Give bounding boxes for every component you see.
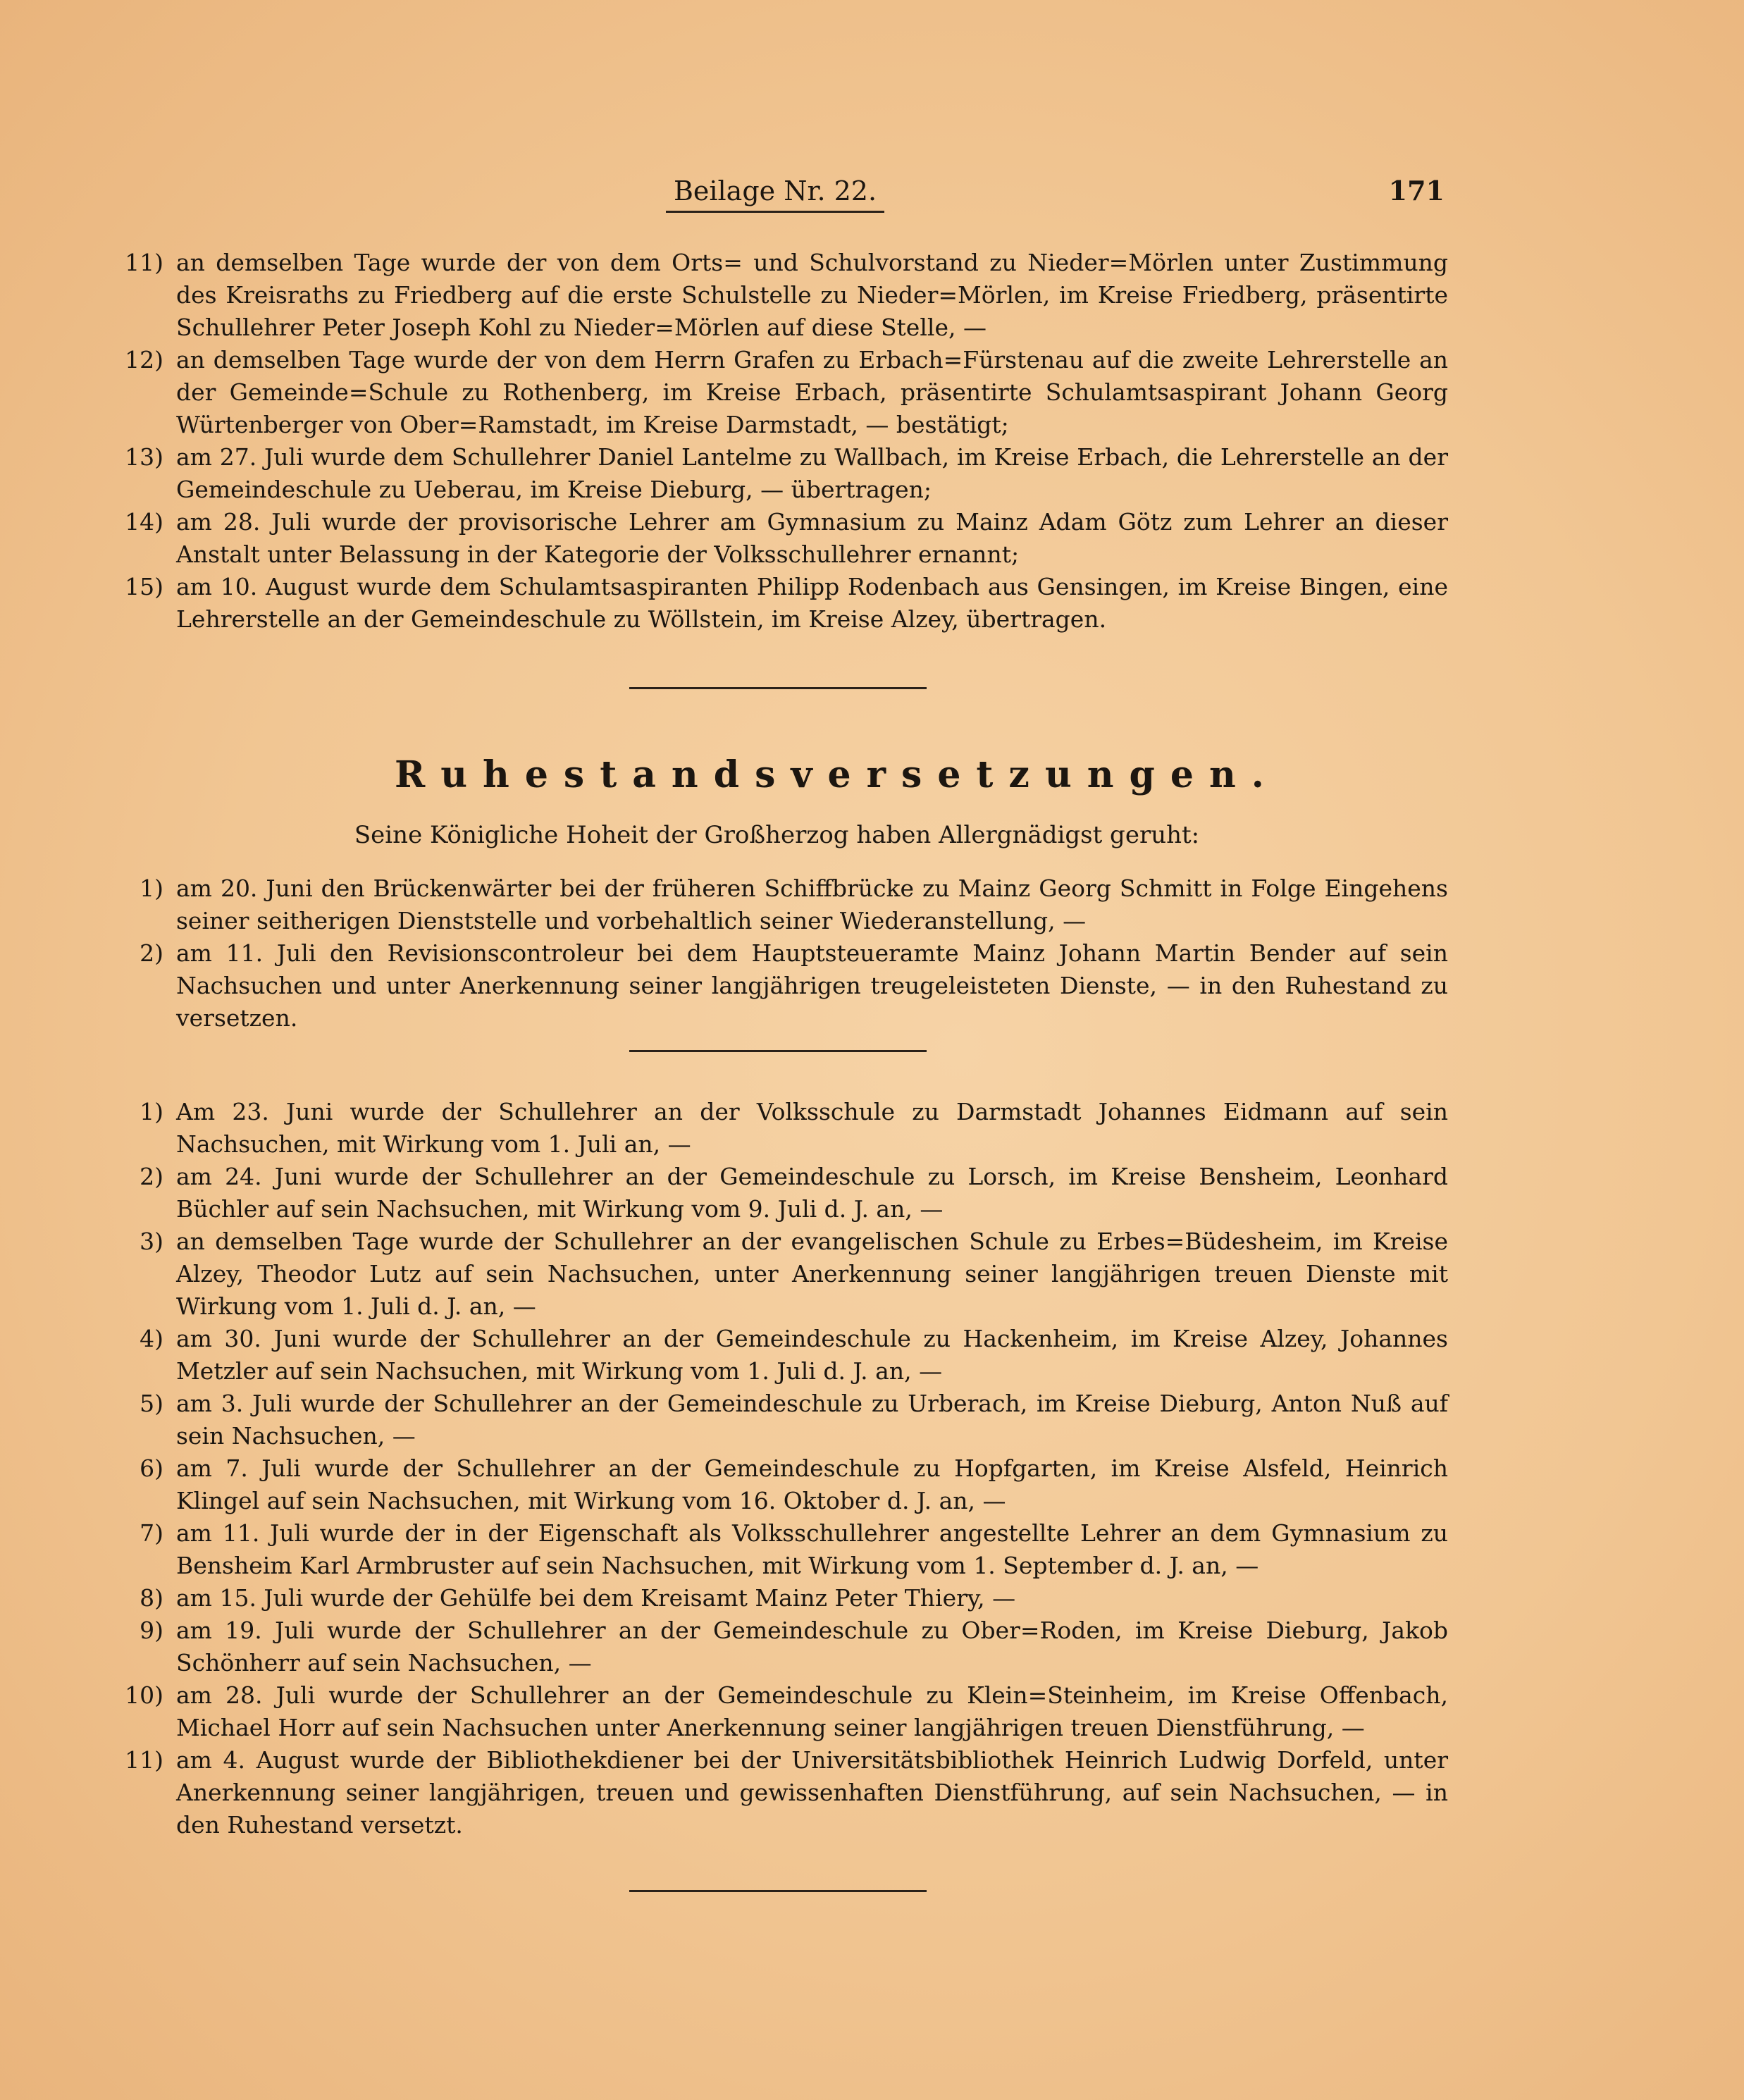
list-item [106,872,1448,937]
list-item [106,247,1448,344]
item-text: am 19. Juli wurde der Schullehrer an der Gemeindeschule zu Ober=Roden, im Kreise Dieburg, Jakob Schönherr auf sein Nachsuchen, — [176,1617,1448,1676]
section-title: Ruhestandsversetzungen. [395,753,1280,796]
item-number: 4) [140,1325,163,1352]
item-number: 2) [140,939,163,967]
list-item [106,1225,1448,1323]
list-item [106,1744,1448,1841]
item-text: am 10. August wurde dem Schulamtsaspiranten Philipp Rodenbach aus Gensingen, im Kreise Bingen, eine Lehrerstelle an der Gemeindeschule zu Wöllstein, im Kreise Alzey, übertragen. [176,573,1448,633]
item-text: am 28. Juli wurde der Schullehrer an der Gemeindeschule zu Klein=Steinheim, im Kreise Offenbach, Michael Horr auf sein Nachsuchen unter Anerkennung seiner langjährigen treuen Dienstführung, — [176,1681,1448,1741]
item-number: 2) [140,1163,163,1190]
item-number: 12) [125,346,163,373]
list-item [106,1517,1448,1582]
grand-duke-retirements-list [106,872,1448,1034]
item-text: am 27. Juli wurde dem Schullehrer Daniel Lantelme zu Wallbach, im Kreise Erbach, die Lehrerstelle an der Gemeindeschule zu Ueberau, im Kreise Dieburg, — übertragen; [176,443,1448,503]
item-number: 6) [140,1454,163,1482]
list-item [106,1679,1448,1744]
item-text: am 4. August wurde der Bibliothekdiener bei der Universitätsbibliothek Heinrich Ludwig Dorfeld, unter Anerkennung seiner langjährigen, treuen und gewissenhaften Dienstführung, auf sein Nachsuchen, — in den Ruhestand versetzt. [176,1746,1448,1839]
item-number: 11) [125,1746,163,1774]
list-item [106,571,1448,636]
item-number: 10) [125,1681,163,1709]
page-number: 171 [1388,175,1445,206]
end-divider [629,1890,927,1892]
item-text: am 20. Juni den Brückenwärter bei der früheren Schiffbrücke zu Mainz Georg Schmitt in Folge Eingehens seiner seitherigen Dienststelle und vorbehaltlich seiner Wiederanstellung, — [176,875,1448,934]
item-number: 8) [140,1584,163,1612]
list-item [106,1161,1448,1225]
list-divider [629,1050,927,1052]
item-text: an demselben Tage wurde der von dem Orts= und Schulvorstand zu Nieder=Mörlen unter Zustimmung des Kreisraths zu Friedberg auf die erste Schulstelle zu Nieder=Mörlen, im Kreise Friedberg, präsentirte Schullehrer Peter Joseph Kohl zu Nieder=Mörlen auf diese Stelle, — [176,249,1448,341]
list-item [106,937,1448,1034]
item-number: 1) [140,875,163,902]
item-number: 9) [140,1617,163,1644]
item-number: 5) [140,1390,163,1417]
item-number: 1) [140,1098,163,1125]
section-intro: Seine Königliche Hoheit der Großherzog haben Allergnädigst geruht: [354,821,1200,849]
item-text: am 7. Juli wurde der Schullehrer an der Gemeindeschule zu Hopfgarten, im Kreise Alsfeld, Heinrich Klingel auf sein Nachsuchen, mit Wirkung vom 16. Oktober d. J. an, — [176,1454,1448,1514]
section-divider [629,687,927,689]
list-item [106,344,1448,441]
item-number: 3) [140,1228,163,1255]
item-text: Am 23. Juni wurde der Schullehrer an der Volksschule zu Darmstadt Johannes Eidmann auf sein Nachsuchen, mit Wirkung vom 1. Juli an, — [176,1098,1448,1158]
item-number: 11) [125,249,163,276]
list-item [106,1388,1448,1452]
item-number: 13) [125,443,163,471]
item-text: am 11. Juli wurde der in der Eigenschaft als Volksschullehrer angestellte Lehrer an dem Gymnasium zu Bensheim Karl Armbruster auf sein Nachsuchen, mit Wirkung vom 1. September d. J. an, — [176,1519,1448,1579]
item-number: 15) [125,573,163,600]
list-item [106,1096,1448,1161]
item-number: 14) [125,508,163,536]
item-text: am 24. Juni wurde der Schullehrer an der Gemeindeschule zu Lorsch, im Kreise Bensheim, Leonhard Büchler auf sein Nachsuchen, mit Wirkung vom 9. Juli d. J. an, — [176,1163,1448,1223]
list-item [106,1582,1448,1614]
list-item [106,1614,1448,1679]
item-text: am 28. Juli wurde der provisorische Lehrer am Gymnasium zu Mainz Adam Götz zum Lehrer an dieser Anstalt unter Belassung in der Kategorie der Volksschullehrer ernannt; [176,508,1448,568]
header-title: Beilage Nr. 22. [666,173,884,213]
appointments-list [106,247,1448,636]
item-number: 7) [140,1519,163,1547]
item-text: am 3. Juli wurde der Schullehrer an der Gemeindeschule zu Urberach, im Kreise Dieburg, Anton Nuß auf sein Nachsuchen, — [176,1390,1448,1450]
teacher-retirements-list [106,1096,1448,1841]
list-item [106,441,1448,506]
item-text: am 11. Juli den Revisionscontroleur bei dem Hauptsteueramte Mainz Johann Martin Bender auf sein Nachsuchen und unter Anerkennung seiner langjährigen treugeleisteten Dienste, — in den Ruhestand zu versetzen. [176,939,1448,1032]
list-item [106,1323,1448,1388]
list-item [106,1452,1448,1517]
item-text: am 15. Juli wurde der Gehülfe bei dem Kreisamt Mainz Peter Thiery, — [176,1584,1016,1612]
item-text: an demselben Tage wurde der Schullehrer an der evangelischen Schule zu Erbes=Büdesheim, im Kreise Alzey, Theodor Lutz auf sein Nachsuchen, unter Anerkennung seiner langjährigen treuen Dienste mit Wirkung vom 1. Juli d. J. an, — [176,1228,1448,1320]
item-text: an demselben Tage wurde der von dem Herrn Grafen zu Erbach=Fürstenau auf die zweite Lehrerstelle an der Gemeinde=Schule zu Rothenberg, im Kreise Erbach, präsentirte Schulamtsaspirant Johann Georg Würtenberger von Ober=Ramstadt, im Kreise Darmstadt, — bestätigt; [176,346,1448,438]
list-item [106,506,1448,571]
item-text: am 30. Juni wurde der Schullehrer an der Gemeindeschule zu Hackenheim, im Kreise Alzey, Johannes Metzler auf sein Nachsuchen, mit Wirkung vom 1. Juli d. J. an, — [176,1325,1448,1385]
